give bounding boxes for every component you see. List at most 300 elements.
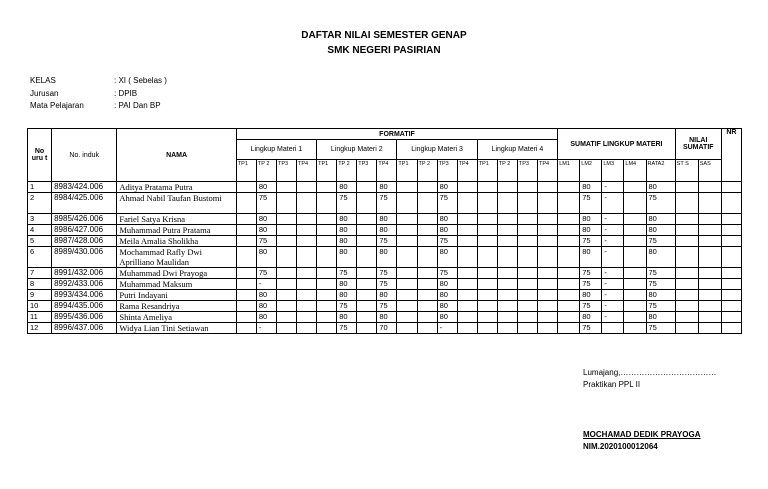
- cell-tp-score: [457, 225, 477, 236]
- info-label: Jurusan: [30, 88, 59, 98]
- cell-lm-score: -: [602, 279, 624, 290]
- school-name: SMK NEGERI PASIRIAN: [327, 45, 441, 56]
- cell-tp-score: [477, 247, 497, 268]
- cell-tp-score: [497, 312, 517, 323]
- cell-tp-score: [357, 247, 377, 268]
- header-sumatif-lm-col: LM3: [602, 160, 624, 182]
- cell-lm-score: 75: [646, 268, 675, 279]
- cell-tp-score: [317, 279, 337, 290]
- cell-tp-score: [477, 323, 497, 334]
- header-tp: TP4: [377, 160, 397, 182]
- cell-sts: [675, 247, 698, 268]
- cell-no: 4: [28, 225, 52, 236]
- cell-tp-score: [417, 301, 437, 312]
- header-sumatif-lm-col: LM2: [580, 160, 602, 182]
- cell-lm-score: [624, 312, 646, 323]
- cell-lm-score: [558, 225, 580, 236]
- cell-tp-score: [317, 323, 337, 334]
- cell-tp-score: [417, 182, 437, 193]
- cell-tp-score: 80: [256, 301, 276, 312]
- cell-tp-score: [317, 268, 337, 279]
- cell-tp-score: [297, 301, 317, 312]
- cell-tp-score: [397, 268, 417, 279]
- cell-lm-score: -: [602, 193, 624, 214]
- cell-lm-score: [602, 323, 624, 334]
- header-tp: TP 2: [417, 160, 437, 182]
- cell-tp-score: [297, 247, 317, 268]
- cell-nama: Muhammad Dwi Prayoga: [117, 268, 236, 279]
- cell-tp-score: [317, 214, 337, 225]
- cell-tp-score: 80: [256, 290, 276, 301]
- header-tp: TP 2: [256, 160, 276, 182]
- cell-tp-score: 80: [337, 279, 357, 290]
- cell-tp-score: 80: [377, 290, 397, 301]
- header-sts: ST S: [675, 160, 698, 182]
- cell-nr: [721, 323, 741, 334]
- cell-no: 7: [28, 268, 52, 279]
- cell-tp-score: [236, 214, 256, 225]
- cell-tp-score: [477, 290, 497, 301]
- header-tp: TP 2: [337, 160, 357, 182]
- cell-tp-score: [497, 182, 517, 193]
- cell-no-induk: 8986/427.006: [52, 225, 117, 236]
- cell-tp-score: [397, 225, 417, 236]
- header-tp: TP1: [397, 160, 417, 182]
- cell-nr: [721, 182, 741, 193]
- cell-tp-score: [357, 301, 377, 312]
- header-tp: TP4: [537, 160, 557, 182]
- cell-tp-score: [477, 236, 497, 247]
- header-lingkup-materi: Lingkup Materi 3: [397, 140, 477, 160]
- cell-nama: Widya Lian Tini Setiawan: [117, 323, 236, 334]
- cell-tp-score: [417, 236, 437, 247]
- cell-tp-score: [497, 268, 517, 279]
- cell-tp-score: [537, 225, 557, 236]
- cell-tp-score: [357, 323, 377, 334]
- cell-lm-score: 80: [646, 214, 675, 225]
- cell-tp-score: [297, 268, 317, 279]
- cell-tp-score: [497, 279, 517, 290]
- cell-tp-score: [517, 323, 537, 334]
- cell-tp-score: [317, 301, 337, 312]
- cell-tp-score: [297, 236, 317, 247]
- cell-tp-score: 80: [256, 225, 276, 236]
- cell-no: 12: [28, 323, 52, 334]
- cell-lm-score: 75: [580, 301, 602, 312]
- cell-tp-score: [497, 225, 517, 236]
- cell-lm-score: [624, 193, 646, 214]
- cell-tp-score: [276, 193, 296, 214]
- cell-tp-score: [297, 193, 317, 214]
- cell-tp-score: [397, 182, 417, 193]
- cell-sts: [675, 290, 698, 301]
- cell-nr: [721, 290, 741, 301]
- cell-tp-score: [317, 182, 337, 193]
- cell-tp-score: [276, 236, 296, 247]
- cell-lm-score: -: [602, 225, 624, 236]
- header-lingkup-materi: Lingkup Materi 4: [477, 140, 557, 160]
- cell-tp-score: [417, 214, 437, 225]
- cell-nr: [721, 225, 741, 236]
- cell-tp-score: 80: [337, 236, 357, 247]
- cell-sas: [698, 268, 721, 279]
- cell-tp-score: 75: [377, 301, 397, 312]
- cell-lm-score: [558, 279, 580, 290]
- cell-sas: [698, 214, 721, 225]
- cell-tp-score: [236, 323, 256, 334]
- cell-tp-score: [317, 247, 337, 268]
- cell-sas: [698, 290, 721, 301]
- cell-tp-score: 80: [437, 290, 457, 301]
- cell-tp-score: [417, 225, 437, 236]
- cell-tp-score: [276, 182, 296, 193]
- cell-tp-score: [457, 193, 477, 214]
- cell-lm-score: 75: [580, 323, 602, 334]
- cell-sas: [698, 323, 721, 334]
- cell-no-induk: 8993/434.006: [52, 290, 117, 301]
- cell-tp-score: [517, 290, 537, 301]
- table-row: [28, 225, 742, 236]
- cell-tp-score: [457, 312, 477, 323]
- cell-tp-score: [517, 193, 537, 214]
- cell-lm-score: -: [602, 182, 624, 193]
- table-row: [28, 193, 742, 214]
- cell-tp-score: [537, 214, 557, 225]
- cell-no: 10: [28, 301, 52, 312]
- cell-tp-score: [497, 290, 517, 301]
- cell-tp-score: 80: [377, 312, 397, 323]
- cell-tp-score: 80: [437, 214, 457, 225]
- cell-tp-score: [477, 279, 497, 290]
- cell-sts: [675, 236, 698, 247]
- cell-tp-score: [477, 268, 497, 279]
- cell-nr: [721, 279, 741, 290]
- cell-tp-score: [236, 247, 256, 268]
- cell-tp-score: [477, 225, 497, 236]
- header-sas: SAS: [698, 160, 721, 182]
- header-tp: TP 2: [497, 160, 517, 182]
- info-label: KELAS: [30, 76, 56, 85]
- cell-sts: [675, 323, 698, 334]
- cell-lm-score: [558, 323, 580, 334]
- cell-tp-score: [397, 236, 417, 247]
- cell-nama: Aditya Pratama Putra: [117, 182, 236, 193]
- cell-tp-score: 75: [377, 193, 397, 214]
- signer-role: Praktikan PPL II: [583, 380, 641, 389]
- cell-tp-score: [317, 236, 337, 247]
- cell-nama: Putri Indayani: [117, 290, 236, 301]
- cell-sts: [675, 225, 698, 236]
- cell-tp-score: 75: [337, 193, 357, 214]
- cell-tp-score: [537, 182, 557, 193]
- cell-lm-score: [624, 279, 646, 290]
- cell-no-induk: 8989/430.006: [52, 247, 117, 268]
- cell-tp-score: [357, 193, 377, 214]
- cell-tp-score: [537, 290, 557, 301]
- cell-tp-score: [397, 312, 417, 323]
- cell-no: 6: [28, 247, 52, 268]
- cell-tp-score: [537, 247, 557, 268]
- table-row: [28, 236, 742, 247]
- cell-tp-score: -: [256, 323, 276, 334]
- table-row: [28, 214, 742, 225]
- cell-lm-score: [624, 182, 646, 193]
- cell-tp-score: [457, 214, 477, 225]
- table-row: [28, 323, 742, 334]
- cell-nr: [721, 214, 741, 225]
- cell-tp-score: [417, 312, 437, 323]
- cell-tp-score: [297, 312, 317, 323]
- cell-no-induk: 8992/433.006: [52, 279, 117, 290]
- cell-nama: Ahmad Nabil Taufan Bustomi: [117, 193, 236, 214]
- cell-tp-score: [276, 323, 296, 334]
- cell-sts: [675, 312, 698, 323]
- cell-sas: [698, 182, 721, 193]
- cell-lm-score: [624, 323, 646, 334]
- cell-tp-score: [457, 182, 477, 193]
- cell-no-induk: 8984/425.006: [52, 193, 117, 214]
- cell-nama: Muhammad Maksum: [117, 279, 236, 290]
- table-row: [28, 182, 742, 193]
- cell-nr: [721, 312, 741, 323]
- cell-lm-score: [558, 214, 580, 225]
- cell-tp-score: [417, 268, 437, 279]
- cell-sts: [675, 268, 698, 279]
- cell-tp-score: [317, 290, 337, 301]
- cell-tp-score: 75: [377, 279, 397, 290]
- cell-tp-score: [276, 247, 296, 268]
- cell-no-induk: 8985/426.006: [52, 214, 117, 225]
- cell-tp-score: [297, 182, 317, 193]
- cell-nr: [721, 268, 741, 279]
- cell-lm-score: 75: [580, 236, 602, 247]
- cell-no: 5: [28, 236, 52, 247]
- cell-tp-score: [537, 193, 557, 214]
- cell-tp-score: [497, 247, 517, 268]
- cell-tp-score: 80: [337, 247, 357, 268]
- header-lingkup-materi: Lingkup Materi 1: [236, 140, 316, 160]
- cell-lm-score: 80: [580, 290, 602, 301]
- cell-tp-score: 75: [377, 236, 397, 247]
- cell-lm-score: 75: [580, 279, 602, 290]
- cell-lm-score: [624, 268, 646, 279]
- cell-tp-score: [477, 312, 497, 323]
- cell-tp-score: 75: [337, 268, 357, 279]
- info-block: [30, 75, 167, 113]
- cell-lm-score: 80: [646, 182, 675, 193]
- header-tp: TP4: [457, 160, 477, 182]
- cell-tp-score: [517, 301, 537, 312]
- cell-tp-score: 75: [377, 268, 397, 279]
- cell-tp-score: 80: [437, 301, 457, 312]
- cell-tp-score: [457, 268, 477, 279]
- cell-no-induk: 8987/428.006: [52, 236, 117, 247]
- cell-tp-score: [317, 225, 337, 236]
- cell-tp-score: [276, 268, 296, 279]
- cell-lm-score: [624, 236, 646, 247]
- cell-lm-score: [558, 182, 580, 193]
- cell-nama: Rama Resandriya: [117, 301, 236, 312]
- cell-nr: [721, 193, 741, 214]
- cell-tp-score: [497, 214, 517, 225]
- cell-tp-score: [477, 182, 497, 193]
- cell-tp-score: -: [437, 323, 457, 334]
- cell-sts: [675, 301, 698, 312]
- cell-tp-score: [276, 279, 296, 290]
- cell-lm-score: -: [602, 247, 624, 268]
- cell-tp-score: [236, 312, 256, 323]
- cell-lm-score: [558, 268, 580, 279]
- cell-sts: [675, 214, 698, 225]
- cell-lm-score: [624, 301, 646, 312]
- cell-no-induk: 8994/435.006: [52, 301, 117, 312]
- cell-lm-score: 80: [646, 247, 675, 268]
- cell-tp-score: 75: [437, 236, 457, 247]
- header-tp: TP1: [236, 160, 256, 182]
- cell-no: 11: [28, 312, 52, 323]
- cell-tp-score: 80: [437, 312, 457, 323]
- cell-tp-score: [236, 301, 256, 312]
- cell-tp-score: [417, 290, 437, 301]
- cell-tp-score: [417, 323, 437, 334]
- cell-tp-score: [357, 236, 377, 247]
- cell-sts: [675, 279, 698, 290]
- cell-tp-score: [457, 290, 477, 301]
- cell-tp-score: 80: [256, 247, 276, 268]
- cell-tp-score: [297, 290, 317, 301]
- cell-tp-score: [236, 268, 256, 279]
- cell-tp-score: [236, 193, 256, 214]
- cell-tp-score: [457, 323, 477, 334]
- cell-tp-score: [236, 290, 256, 301]
- cell-lm-score: [558, 312, 580, 323]
- cell-tp-score: [537, 279, 557, 290]
- cell-no: 1: [28, 182, 52, 193]
- header-no-induk: No. induk: [52, 129, 117, 182]
- info-value: : PAI Dan BP: [114, 101, 161, 110]
- cell-tp-score: [276, 301, 296, 312]
- cell-tp-score: [357, 279, 377, 290]
- header-sumatif-lm-col: RATA2: [646, 160, 675, 182]
- place-date: Lumajang,………………………………: [583, 368, 717, 377]
- cell-tp-score: 75: [337, 301, 357, 312]
- header-tp: TP3: [357, 160, 377, 182]
- cell-lm-score: -: [602, 312, 624, 323]
- cell-tp-score: [397, 323, 417, 334]
- cell-tp-score: [517, 182, 537, 193]
- cell-tp-score: [357, 290, 377, 301]
- cell-tp-score: [477, 193, 497, 214]
- cell-tp-score: [417, 193, 437, 214]
- cell-tp-score: [417, 279, 437, 290]
- cell-tp-score: [537, 312, 557, 323]
- cell-lm-score: -: [602, 290, 624, 301]
- table-row: [28, 279, 742, 290]
- cell-lm-score: -: [602, 268, 624, 279]
- cell-tp-score: 80: [437, 279, 457, 290]
- header-tp: TP4: [297, 160, 317, 182]
- table-row: [28, 301, 742, 312]
- cell-tp-score: [357, 225, 377, 236]
- cell-lm-score: 80: [580, 225, 602, 236]
- header-sumatif-lm: SUMATIF LINGKUP MATERI: [558, 129, 675, 160]
- signer-name: MOCHAMAD DEDIK PRAYOGA: [583, 430, 701, 439]
- cell-lm-score: 75: [646, 301, 675, 312]
- grades-table: [27, 128, 742, 334]
- cell-sas: [698, 312, 721, 323]
- cell-tp-score: [517, 247, 537, 268]
- cell-tp-score: [537, 268, 557, 279]
- cell-nr: [721, 247, 741, 268]
- cell-nama: Fariel Satya Krisna: [117, 214, 236, 225]
- cell-tp-score: [497, 236, 517, 247]
- cell-tp-score: [236, 279, 256, 290]
- cell-nr: [721, 301, 741, 312]
- cell-lm-score: -: [602, 236, 624, 247]
- cell-tp-score: [276, 312, 296, 323]
- cell-tp-score: [357, 268, 377, 279]
- table-row: [28, 290, 742, 301]
- cell-lm-score: [624, 214, 646, 225]
- cell-tp-score: [297, 323, 317, 334]
- cell-tp-score: [537, 301, 557, 312]
- cell-sas: [698, 236, 721, 247]
- cell-tp-score: [397, 193, 417, 214]
- cell-tp-score: 80: [377, 225, 397, 236]
- cell-tp-score: [397, 279, 417, 290]
- info-label: Mata Pelajaran: [30, 101, 84, 110]
- cell-tp-score: [317, 193, 337, 214]
- cell-tp-score: [517, 236, 537, 247]
- header-nilai-sumatif: NILAI SUMATIF: [675, 129, 721, 160]
- cell-no-induk: 8995/436.006: [52, 312, 117, 323]
- cell-tp-score: [297, 225, 317, 236]
- cell-tp-score: 80: [256, 182, 276, 193]
- cell-tp-score: 70: [377, 323, 397, 334]
- cell-tp-score: [457, 247, 477, 268]
- cell-tp-score: [457, 279, 477, 290]
- cell-tp-score: [397, 247, 417, 268]
- header-formatif: FORMATIF: [236, 129, 557, 140]
- cell-lm-score: -: [602, 214, 624, 225]
- cell-tp-score: [417, 247, 437, 268]
- cell-sas: [698, 247, 721, 268]
- cell-lm-score: 80: [646, 312, 675, 323]
- header-tp: TP3: [517, 160, 537, 182]
- cell-tp-score: 75: [256, 268, 276, 279]
- cell-lm-score: [558, 236, 580, 247]
- cell-nama: Shinta Ameliya: [117, 312, 236, 323]
- cell-lm-score: -: [602, 301, 624, 312]
- cell-tp-score: 80: [437, 182, 457, 193]
- cell-tp-score: 75: [256, 236, 276, 247]
- cell-tp-score: [357, 182, 377, 193]
- cell-sas: [698, 301, 721, 312]
- header-nama: NAMA: [117, 129, 236, 182]
- cell-tp-score: [497, 301, 517, 312]
- cell-tp-score: 75: [337, 323, 357, 334]
- cell-lm-score: 80: [646, 225, 675, 236]
- cell-tp-score: [537, 323, 557, 334]
- header-no-urut: No uru t: [28, 129, 52, 182]
- cell-lm-score: [558, 301, 580, 312]
- cell-lm-score: 75: [646, 193, 675, 214]
- cell-tp-score: [477, 301, 497, 312]
- cell-lm-score: [558, 193, 580, 214]
- cell-tp-score: 75: [437, 193, 457, 214]
- cell-lm-score: 80: [580, 312, 602, 323]
- cell-tp-score: 75: [256, 193, 276, 214]
